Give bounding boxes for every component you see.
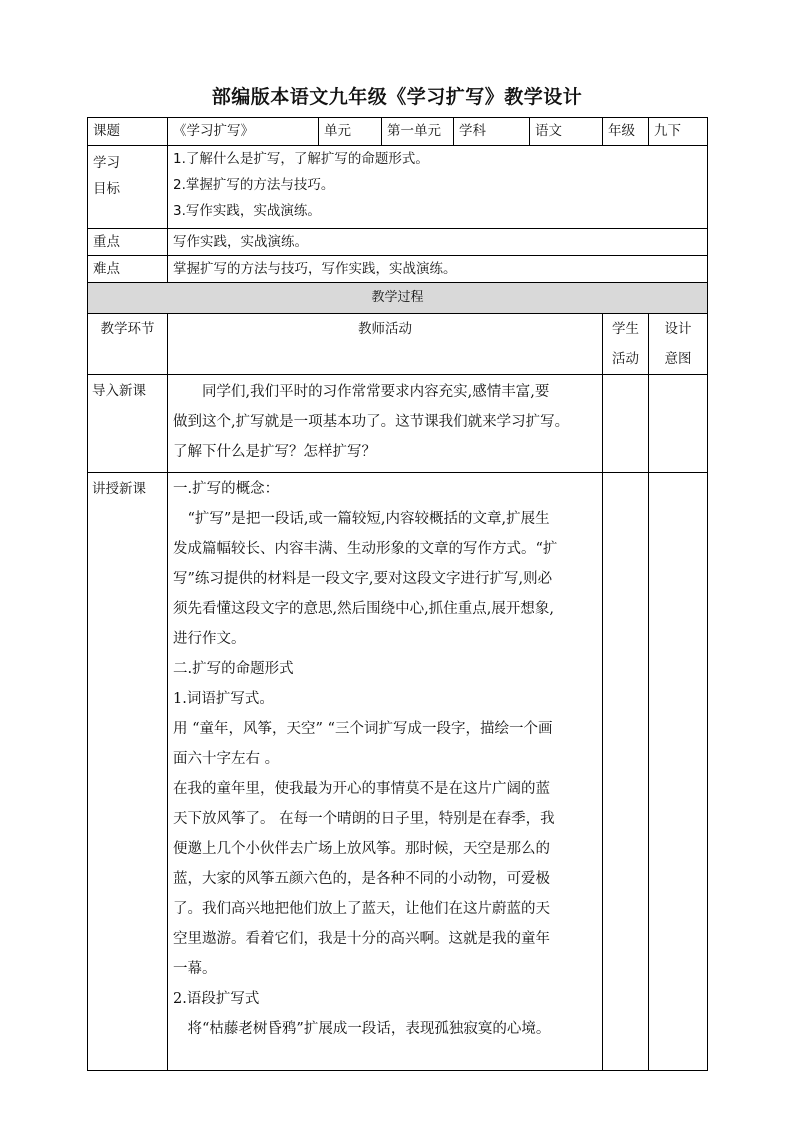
intro-line: 同学们,我们平时的习作常常要求内容充实,感情丰富,要: [202, 384, 550, 400]
goals-label-line1: 学习: [93, 155, 120, 171]
process-header: 教学过程: [88, 283, 708, 314]
intro-content: [168, 375, 603, 473]
lecture-line: 一幕。: [173, 961, 217, 977]
lecture-line: 面六十字左右 。: [173, 751, 280, 767]
lecture-line: 须先看懂这段文字的意思,然后围绕中心,抓住重点,展开想象,: [173, 601, 554, 617]
goals-label-line2: 目标: [93, 181, 120, 197]
col-student-line1: 学生: [612, 321, 639, 337]
lecture-student-cell: [603, 473, 649, 1071]
lecture-line: 用 “童年，风筝，天空” “三个词扩写成一段字，描绘一个画: [173, 721, 553, 737]
difficulty-value: 掌握扩写的方法与技巧，写作实践，实战演练。: [168, 256, 708, 283]
key-point-row: [88, 229, 708, 256]
lecture-line: 二.扩写的命题形式: [173, 661, 294, 677]
intro-student-cell: [603, 375, 649, 473]
col-teacher: 教师活动: [168, 314, 603, 375]
col-design-line1: 设计: [664, 321, 692, 337]
goals-row: [88, 146, 708, 229]
lecture-line: 空里遨游。看着它们，我是十分的高兴啊。这就是我的童年: [173, 931, 550, 947]
intro-design-cell: [649, 375, 708, 473]
lecture-line: 将“枯藤老树昏鸦”扩展成一段话，表现孤独寂寞的心境。: [187, 1021, 551, 1037]
goal-item: 1.了解什么是扩写，了解扩写的命题形式。: [173, 151, 429, 167]
lecture-line: 写”练习提供的材料是一段文字,要对这段文字进行扩写,则必: [173, 571, 553, 587]
grade-value: 九下: [649, 118, 708, 146]
grade-label: 年级: [603, 118, 649, 146]
intro-row: [88, 375, 708, 473]
lecture-line: 便邀上几个小伙伴去广场上放风筝。那时候，天空是那么的: [173, 841, 550, 857]
lecture-line: 2.语段扩写式: [173, 991, 260, 1007]
intro-line: 了解下什么是扩写？怎样扩写？: [173, 444, 376, 460]
process-header-row: [88, 283, 708, 314]
difficulty-row: [88, 256, 708, 283]
goal-item: 2.掌握扩写的方法与技巧。: [173, 177, 335, 193]
lecture-line: 一.扩写的概念：: [173, 481, 280, 497]
intro-line: 做到这个,扩写就是一项基本功了。这节课我们就来学习扩写。: [173, 414, 570, 430]
lecture-line: 在我的童年里，使我最为开心的事情莫不是在这片广阔的蓝: [173, 781, 550, 797]
lecture-line: 1.词语扩写式。: [173, 691, 274, 707]
lecture-line: “扩写”是把一段话,或一篇较短,内容较概括的文章,扩展生: [187, 511, 550, 527]
topic-value: 《学习扩写》: [168, 118, 319, 146]
unit-value: 第一单元: [382, 118, 454, 146]
lecture-line: 了。我们高兴地把他们放上了蓝天，让他们在这片蔚蓝的天: [173, 901, 550, 917]
difficulty-label: 难点: [88, 256, 168, 283]
lecture-line: 进行作文。: [173, 631, 246, 647]
goals-list: [168, 146, 708, 229]
goal-item: 3.写作实践，实战演练。: [173, 203, 321, 219]
col-stage: 教学环节: [88, 314, 168, 375]
column-header-row: [88, 314, 708, 375]
info-row: [88, 118, 708, 146]
lecture-content: [168, 473, 603, 1071]
col-design-line2: 意图: [664, 351, 692, 367]
col-student: [603, 314, 649, 375]
page-title: 部编版本语文九年级《学习扩写》教学设计: [211, 86, 583, 108]
topic-label: 课题: [88, 118, 168, 146]
lecture-line: 发成篇幅较长、内容丰满、生动形象的文章的写作方式。“扩: [173, 541, 558, 557]
lecture-design-cell: [649, 473, 708, 1071]
key-point-value: 写作实践，实战演练。: [168, 229, 708, 256]
unit-label: 单元: [319, 118, 382, 146]
intro-stage: 导入新课: [88, 375, 168, 473]
col-student-line2: 活动: [612, 351, 639, 367]
goals-label: [88, 146, 168, 229]
col-design: [649, 314, 708, 375]
lesson-plan-table: [87, 117, 708, 1071]
key-point-label: 重点: [88, 229, 168, 256]
lecture-line: 天下放风筝了。 在每一个晴朗的日子里，特别是在春季，我: [173, 811, 555, 827]
lecture-row: [88, 473, 708, 1071]
subject-label: 学科: [454, 118, 530, 146]
subject-value: 语文: [530, 118, 603, 146]
lecture-stage: 讲授新课: [88, 473, 168, 1071]
lecture-line: 蓝，大家的风筝五颜六色的，是各种不同的小动物，可爱极: [173, 871, 550, 887]
